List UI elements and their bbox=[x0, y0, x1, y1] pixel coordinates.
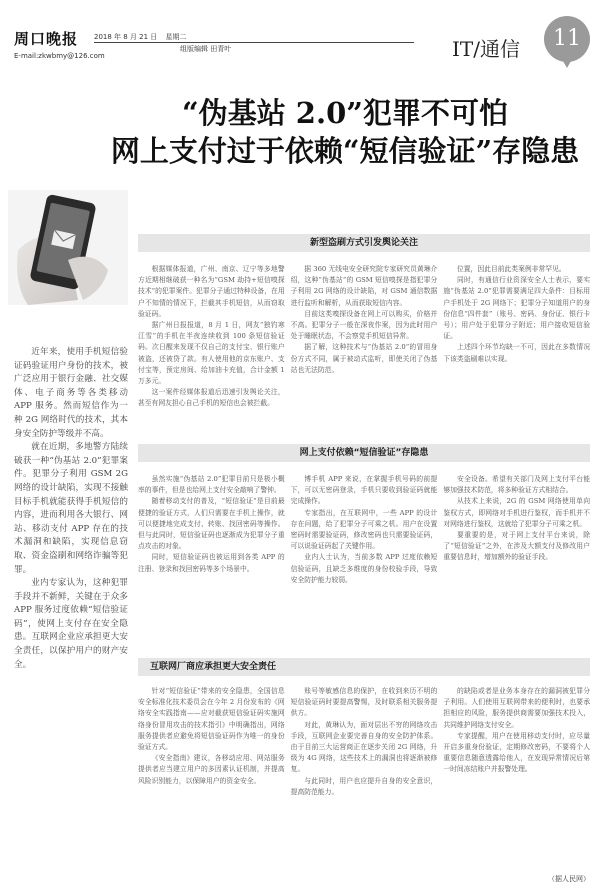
text-column bbox=[138, 686, 285, 866]
paragraph: 《安全指南》建议，各移动应用、网站服务提供者应当建立用户的多因素认证机制，并提高风险识别能力，以保障用户的资金安全。 bbox=[138, 754, 285, 785]
issue-weekday: 星期二 bbox=[165, 33, 187, 41]
sidebar-paragraph: 业内专家认为，这种犯罪手段并不新鲜，关键在于众多 APP 服务过度依赖“短信验证码”，使网上支付存在安全隐患。互联网企业应承担更大安全责任，以保护用户的财产安全。 bbox=[14, 578, 128, 670]
section-title: IT/通信 bbox=[452, 37, 520, 61]
paragraph: 从技术上来说，2G 的 GSM 网络使用单向鉴权方式，即网络对手机进行鉴权，而手机并不对网络进行鉴权，这就给了犯罪分子可乘之机。 bbox=[443, 497, 591, 528]
text-column bbox=[443, 264, 590, 436]
paragraph: 要重要的是，对于网上支付平台来说，除了“短信验证”之外，在涉及大额支付及修改用户重要信息时，增加额外的验证手段。 bbox=[443, 531, 591, 562]
section-body bbox=[138, 474, 590, 624]
issue-info bbox=[94, 32, 193, 42]
section-body bbox=[138, 686, 590, 866]
paragraph: 上述四个环节均缺一不可，因此在多数情况下该类盗刷难以实现。 bbox=[443, 343, 591, 363]
section-body bbox=[138, 264, 590, 436]
paragraph: 目前这类嗅探设备在网上可以购买，价格并不高。犯罪分子一般在深夜作案，因为此时用户处于睡眠状态，不会察觉手机短信异常。 bbox=[290, 309, 438, 341]
text-column bbox=[291, 686, 438, 866]
paragraph: 据广州日报报道，8 月 1 日，网友“独钓寒江雪”的手机在半夜连续收到 100 条短信验证码。次日醒来发现不仅自己的支付宝、银行账户被盗，还被贷了款。有人使用他的京东账户、支付宝等，预定房间、给加油卡充值，合计金额 1 万多元。 bbox=[138, 321, 285, 386]
source-byline: （据人民网） bbox=[548, 875, 590, 883]
paragraph: 同时，有通信行业资深安全人士表示，要实施“伪基站 2.0”犯罪需要满足四大条件：目标用户手机处于 2G 网络下；犯罪分子知道用户的身份信息“四件套”（账号、密码、身份证、银行卡号）；用户处于犯罪分子附近；用户接收短信验证。 bbox=[443, 276, 591, 341]
paragraph: 博手机 APP 来说，在掌握手机号码的前提下，可以无密码登录，手机只要收到验证码就能完成操作。 bbox=[290, 475, 438, 506]
sidebar-paragraph: 就在近期，多地警方陆续破获一种“伪基站 2.0”犯罪案件。犯罪分子利用 GSM 2G 网络的设计缺陷，实现不接触目标手机就能获得手机短信的内容，进而利用各大银行、网站、移动支付 APP 存在的技术漏洞和缺陷，实现信息窃取、资金盗刷和网络诈骗等犯罪。 bbox=[14, 442, 128, 575]
text-column bbox=[138, 264, 285, 436]
lead-sidebar bbox=[14, 346, 128, 672]
section-heading: 新型盗刷方式引发舆论关注 bbox=[138, 234, 590, 252]
headline bbox=[100, 94, 590, 170]
headline-line-1: “伪基站 2.0”犯罪不可怕 bbox=[182, 96, 508, 130]
paragraph: 针对“短信验证”带来的安全隐患，全国信息安全标准化技术委员会在今年 2 月份发布的《网络安全实践指南——应对截获短信验证码实施网络身份冒用攻击的技术指引》中明确指出，网络服务提供者应避免将短信验证码作为唯一的身份验证方式。 bbox=[138, 687, 285, 752]
paragraph: 据 360 无线电安全研究院专家研究员黄琳介绍，这种“伪基站”的 GSM 短信嗅探是指犯罪分子利用 2G 网络的设计缺陷，对 GSM 通信数据进行监听和解析，从而获取短信内容。 bbox=[290, 265, 438, 307]
page-number-badge: 11 bbox=[544, 16, 590, 62]
paragraph: 位置，因此目前此类案例非常罕见。 bbox=[456, 265, 566, 273]
paragraph: 与此同时，用户也应提升自身的安全意识，提高防范能力。 bbox=[290, 776, 438, 796]
newspaper-logo: 周口晚报 bbox=[14, 30, 79, 48]
masthead-rule bbox=[94, 42, 414, 43]
paragraph: 随着移动支付的普及，“短信验证”是目前最便捷的验证方式，人们只需要在手机上操作，就可以便捷地完成支付、转账、找回密码等操作。但与此同时，短信验证码也逐渐成为犯罪分子重点攻击的对象。 bbox=[138, 497, 285, 551]
layout-editor: 组版编辑 田青叶 bbox=[180, 45, 232, 53]
paragraph: 这一案件经媒体报道后迅速引发舆论关注，甚至有网友担心自己手机的短信也会被拦截。 bbox=[138, 388, 285, 408]
paragraph: 专家提醒，用户在使用移动支付时，应尽量开启多重身份验证，定期修改密码，不要将个人重要信息随意透露给他人，在发现异常情况后第一时间冻结账户并报警处理。 bbox=[443, 731, 591, 774]
section-heading: 互联网厂商应承担更大安全责任 bbox=[138, 658, 590, 676]
text-column bbox=[443, 686, 590, 866]
paragraph: 专家指出，在互联网中，一些 APP 的设计存在问题，给了犯罪分子可乘之机。用户在设置密码时需要验证码，修改密码也只需要验证码，可以说验证码起了关键作用。 bbox=[290, 508, 438, 551]
headline-line-2: 网上支付过于依赖“短信验证”存隐患 bbox=[110, 134, 580, 168]
phone-message-photo bbox=[8, 190, 128, 305]
paragraph: 的缺陷或者是业务本身存在的漏洞被犯罪分子利用。人们使用互联网带来的便利时，也要承担相应的风险，服务提供商需要加强技术投入，共同维护网络支付安全。 bbox=[443, 687, 591, 729]
paragraph: 业内人士认为，当前多数 APP 过度依赖短信验证码，且缺乏多维度的身份校验手段，导致安全防护能力较弱。 bbox=[290, 553, 438, 584]
paragraph: 同时，短信验证码也被运用到各类 APP 的注册、登录和找回密码等多个场景中。 bbox=[138, 553, 285, 573]
paragraph: 对此，黄琳认为，面对层出不穷的网络攻击手段，互联网企业要完善自身的安全防护体系。由于目前三大运营商正在逐步关闭 2G 网络，升级为 4G 网络，这些技术上的漏洞也将逐渐被修复。 bbox=[290, 720, 438, 774]
text-column bbox=[138, 474, 285, 624]
paragraph: 据了解，这种技术与“伪基站 2.0”的冒用身份方式不同，属于被动式监听，即使关闭了伪基站也无法防范。 bbox=[290, 343, 438, 374]
text-column bbox=[443, 474, 590, 624]
masthead bbox=[0, 0, 600, 62]
section-heading: 网上支付依赖“短信验证”存隐患 bbox=[138, 444, 590, 462]
text-column bbox=[291, 264, 438, 436]
paragraph: 账号等敏感信息的保护，在收到来历不明的短信验证码时要提高警惕，及时联系相关服务提供方。 bbox=[290, 687, 438, 718]
page-badge-pointer bbox=[560, 56, 574, 68]
issue-date: 2018 年 8 月 21 日 bbox=[94, 33, 158, 41]
sidebar-paragraph: 近年来，使用手机短信验证码验证用户身份的技术，被广泛应用于银行金融、社交媒体、电子商务等各类移动 APP 服务。然而短信作为一种 2G 网络时代的技术，其本身安全防护等级并不高。 bbox=[14, 347, 128, 439]
contact-email: E-mail:zkwbmy@126.com bbox=[14, 52, 105, 60]
paragraph: 虽然实施“伪基站 2.0”犯罪目前只是极小概率的事件，但是也给网上支付安全敲响了警钟。 bbox=[138, 475, 285, 495]
paragraph: 安全设备。希望有关部门及网上支付平台能够加强技术防范，将多种验证方式相结合。 bbox=[443, 475, 591, 495]
paragraph: 根据媒体报道，广州、南京、辽宁等多地警方近期相继破获一种名为“GSM 劫持+短信嗅探技术”的犯罪案件。犯罪分子通过特种设备，在用户不知情的情况下，拦截其手机短信，从而窃取验证码。 bbox=[138, 265, 285, 318]
text-column bbox=[291, 474, 438, 624]
